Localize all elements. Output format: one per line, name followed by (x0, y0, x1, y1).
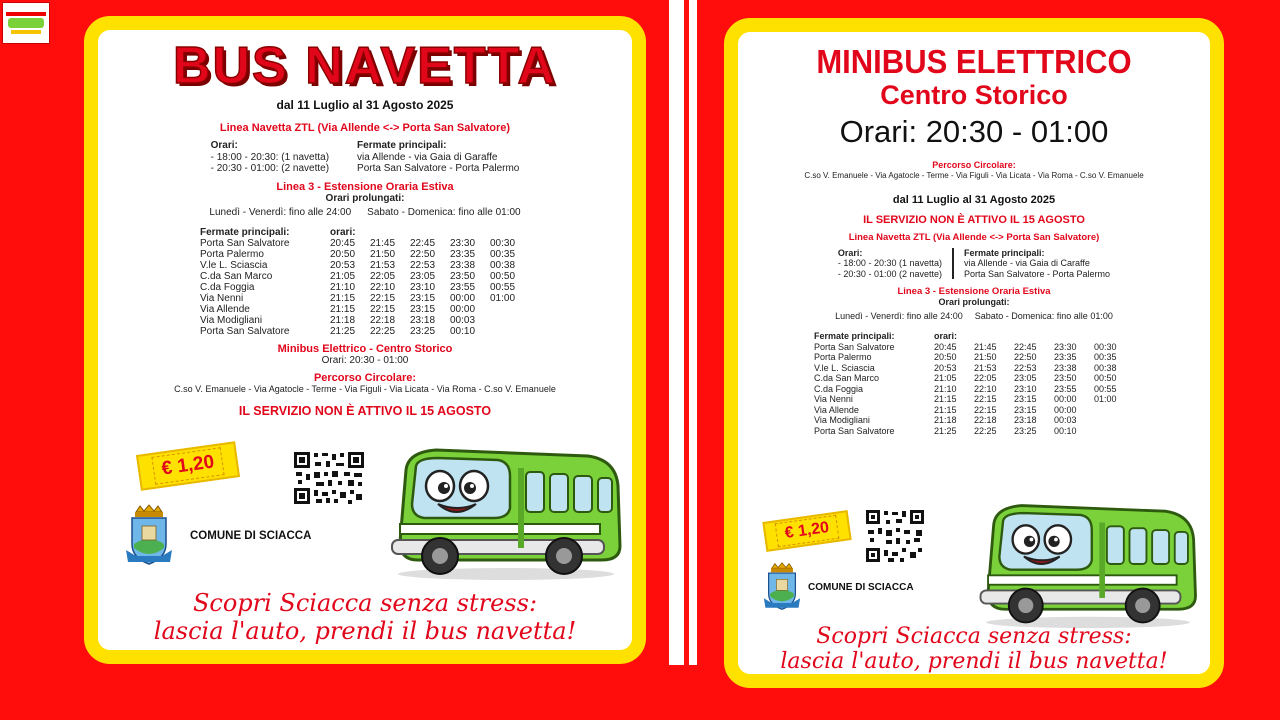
orari-label: Orari: (837, 247, 863, 258)
departure-time: 23:15 (410, 303, 436, 315)
price-label: € 1,20 (774, 515, 839, 547)
departure-time: 22:18 (974, 415, 997, 425)
departure-time (490, 315, 530, 326)
stop-name: Via Allende (200, 303, 250, 315)
qr-code (864, 508, 926, 564)
slogan-line: lascia l'auto, prendi il bus navetta! (780, 649, 1168, 675)
departure-time: 00:10 (1054, 425, 1077, 436)
departure-time: 22:50 (410, 248, 436, 260)
departure-time (490, 326, 530, 337)
departure-time: 22:25 (370, 325, 396, 337)
bus-mascot (976, 498, 1200, 635)
slogan (98, 590, 632, 645)
departure-time: 21:18 (330, 314, 356, 326)
stop-name: Porta San Salvatore (200, 325, 290, 337)
departure-time: 23:50 (450, 270, 476, 282)
departure-time: 22:15 (974, 404, 997, 415)
divider (669, 0, 697, 665)
departure-time: 00:38 (490, 259, 516, 271)
departure-time: 23:18 (1014, 415, 1037, 425)
departure-time (490, 304, 530, 315)
qr-code-icon (292, 450, 366, 506)
table-row (814, 394, 1134, 405)
table-row (200, 326, 530, 337)
stop-name: Via Nenni (200, 292, 244, 304)
header-stop: Fermate principali: (200, 226, 290, 238)
departure-time: 00:30 (490, 237, 516, 249)
stop-name: Via Modigliani (200, 314, 263, 326)
departure-time: 20:50 (934, 352, 957, 362)
navetta-info (738, 248, 1210, 280)
table-row (814, 352, 1134, 363)
schedule-wrap (738, 331, 1210, 436)
table-row (200, 304, 530, 315)
departure-time (1094, 426, 1134, 437)
navetta-info (98, 140, 632, 175)
departure-time: 23:18 (410, 314, 436, 326)
departure-time: 21:45 (974, 341, 997, 352)
departure-time: 00:00 (1054, 394, 1077, 404)
table-header (200, 227, 530, 238)
stop-name: Porta San Salvatore (200, 237, 290, 249)
linea3-title: Linea 3 - Estensione Oraria Estiva (276, 180, 454, 193)
departure-time: 23:38 (450, 259, 476, 271)
departure-time: 21:10 (330, 281, 356, 293)
schedule-table (814, 331, 1134, 436)
orari-line: - 18:00 - 20:30 (1 navetta) (837, 258, 942, 268)
weekday-hours: Lunedì - Venerdì: fino alle 24:00 (209, 207, 352, 218)
date-range: dal 11 Luglio al 31 Agosto 2025 (276, 98, 454, 112)
departure-time: 23:10 (410, 281, 436, 293)
price-ticket (762, 510, 851, 552)
coat-of-arms-icon (762, 562, 802, 614)
header-times: orari: (934, 331, 958, 341)
slogan-line: Scopri Sciacca senza stress: (816, 624, 1132, 649)
schedule-table (200, 227, 530, 337)
percorso-route: C.so V. Emanuele - Via Agatocle - Terme - Via Figuli - Via Licata - Via Roma - C.so V. Emanuele (174, 384, 556, 394)
departure-time: 00:50 (490, 270, 516, 282)
departure-time: 21:45 (370, 237, 396, 249)
departure-time: 21:18 (934, 415, 957, 425)
departure-time: 23:55 (450, 281, 476, 293)
departure-time: 21:15 (934, 404, 957, 415)
departure-time: 21:53 (974, 362, 997, 373)
percorso-title: Percorso Circolare: (932, 160, 1016, 170)
departure-time: 21:50 (974, 352, 997, 362)
departure-time: 21:05 (934, 373, 957, 383)
departure-time: 23:05 (1014, 373, 1037, 383)
departure-time: 22:45 (1014, 341, 1037, 352)
table-row (814, 415, 1134, 426)
departure-time: 00:03 (450, 314, 476, 326)
flyer-subtitle: Centro Storico (880, 80, 1068, 110)
orari-block (838, 248, 954, 280)
stop-name: Porta San Salvatore (814, 425, 895, 436)
departure-time: 21:15 (330, 303, 356, 315)
departure-time: 22:15 (370, 292, 396, 304)
navetta-title: Linea Navetta ZTL (Via Allende <-> Porta San Salvatore) (848, 231, 1100, 243)
coat-of-arms (762, 562, 802, 614)
fermate-label: Fermate principali: (963, 247, 1045, 258)
bus-mascot-icon (388, 442, 624, 582)
prolungati-days (98, 207, 632, 219)
departure-time: 20:50 (330, 248, 356, 260)
schedule-wrap (98, 227, 632, 337)
departure-time: 22:18 (370, 314, 396, 326)
qr-code (292, 450, 366, 506)
navetta-title: Linea Navetta ZTL (Via Allende <-> Porta San Salvatore) (219, 122, 511, 134)
fermate-block (964, 248, 1110, 280)
departure-time: 20:53 (934, 362, 957, 373)
prolungati-days (738, 311, 1210, 323)
departure-time: 21:10 (934, 383, 957, 394)
departure-time: 23:35 (1054, 352, 1077, 362)
weekend-hours: Sabato - Domenica: fino alle 01:00 (367, 207, 521, 218)
price-ticket (136, 441, 240, 491)
stop-name: Via Nenni (814, 394, 853, 404)
departure-time: 23:38 (1054, 362, 1077, 373)
departure-time: 20:45 (934, 341, 957, 352)
fermate-line: Porta San Salvatore - Porta Palermo (357, 163, 520, 174)
departure-time: 00:00 (450, 292, 476, 304)
corner-logo (2, 2, 50, 44)
stop-name: Via Allende (814, 404, 859, 415)
table-row (814, 405, 1134, 416)
date-range: dal 11 Luglio al 31 Agosto 2025 (892, 193, 1056, 206)
fermate-line: via Allende - via Gaia di Caraffe (963, 258, 1090, 268)
departure-time: 23:10 (1014, 383, 1037, 394)
stop-name: C.da San Marco (200, 270, 273, 282)
departure-time: 23:55 (1054, 383, 1077, 394)
departure-time: 00:35 (1094, 352, 1117, 362)
departure-time: 20:53 (330, 259, 356, 271)
departure-time: 22:25 (974, 425, 997, 436)
flyer-bus-navetta (84, 16, 646, 664)
table-row (200, 238, 530, 249)
departure-time: 00:30 (1094, 341, 1117, 352)
orari-line: - 20:30 - 01:00: (2 navette) (210, 163, 330, 174)
linea3-title: Linea 3 - Estensione Oraria Estiva (897, 286, 1051, 297)
departure-time (1094, 415, 1134, 426)
percorso-title: Percorso Circolare: (313, 372, 417, 384)
slogan-line: Scopri Sciacca senza stress: (192, 589, 538, 617)
departure-time: 22:50 (1014, 352, 1037, 362)
weekday-hours: Lunedì - Venerdì: fino alle 24:00 (835, 310, 963, 321)
stop-name: Porta San Salvatore (814, 341, 895, 352)
orari-label: Orari: (210, 140, 238, 151)
departure-time: 23:35 (450, 248, 476, 260)
stop-name: Via Modigliani (814, 415, 870, 425)
orari-block (211, 140, 329, 175)
departure-time: 23:50 (1054, 373, 1077, 383)
orari-line: - 18:00 - 20:30: (1 navetta) (210, 151, 330, 163)
fermate-line: Porta San Salvatore - Porta Palermo (963, 268, 1111, 279)
departure-time: 23:15 (1014, 404, 1037, 415)
stop-name: C.da San Marco (814, 373, 880, 383)
departure-time: 22:15 (370, 303, 396, 315)
table-row (814, 373, 1134, 384)
coat-of-arms-icon (124, 504, 174, 570)
departure-time: 23:15 (410, 292, 436, 304)
stop-name: C.da Foggia (814, 383, 864, 394)
stop-name: V.le L. Sciascia (814, 362, 875, 373)
departure-time: 00:55 (490, 281, 516, 293)
flyer-minibus-elettrico (724, 18, 1224, 688)
header-times: orari: (330, 226, 356, 238)
departure-time: 22:53 (1014, 362, 1037, 373)
coat-of-arms (124, 504, 174, 570)
departure-time: 22:10 (974, 383, 997, 394)
slogan-line: lascia l'auto, prendi il bus navetta! (153, 616, 577, 645)
departure-time: 00:03 (1054, 415, 1077, 425)
departure-time: 23:15 (1014, 394, 1037, 404)
departure-time: 20:45 (330, 237, 356, 249)
departure-time: 21:15 (934, 394, 957, 404)
departure-time: 21:15 (330, 292, 356, 304)
table-row (814, 363, 1134, 374)
fermate-line: via Allende - via Gaia di Garaffe (357, 151, 498, 163)
departure-time: 22:05 (974, 373, 997, 383)
departure-time: 00:55 (1094, 383, 1117, 394)
flyer-title: BUS NAVETTA (172, 37, 558, 95)
divider-stripe (684, 0, 689, 665)
slogan (738, 624, 1210, 675)
departure-time: 00:50 (1094, 373, 1117, 383)
orari-line: - 20:30 - 01:00 (2 navette) (837, 268, 942, 279)
departure-time: 22:10 (370, 281, 396, 293)
departure-time: 23:30 (450, 237, 476, 249)
departure-time: 22:05 (370, 270, 396, 282)
departure-time: 22:15 (974, 394, 997, 404)
fermate-block (357, 140, 519, 175)
stop-name: Porta Palermo (200, 248, 264, 260)
departure-time: 21:53 (370, 259, 396, 271)
departure-time: 23:25 (1014, 425, 1037, 436)
departure-time: 00:00 (1054, 404, 1077, 415)
departure-time: 22:45 (410, 237, 436, 249)
departure-time: 00:38 (1094, 362, 1117, 373)
table-row (200, 282, 530, 293)
departure-time: 21:25 (330, 325, 356, 337)
weekend-hours: Sabato - Domenica: fino alle 01:00 (974, 310, 1113, 321)
departure-time: 00:10 (450, 325, 476, 337)
orari-headline: Orari: 20:30 - 01:00 (839, 114, 1109, 149)
table-row (814, 426, 1134, 437)
comune-label: COMUNE DI SCIACCA (808, 582, 914, 593)
bus-mascot (388, 442, 624, 587)
table-row (200, 315, 530, 326)
departure-time: 23:25 (410, 325, 436, 337)
departure-time (1094, 405, 1134, 416)
minibus-orari: Orari: 20:30 - 01:00 (321, 354, 409, 366)
bus-mascot-icon (976, 498, 1200, 630)
departure-time: 21:50 (370, 248, 396, 260)
departure-time: 00:35 (490, 248, 516, 260)
percorso-route: C.so V. Emanuele - Via Agatocle - Terme - Via Figuli - Via Licata - Via Roma - C.so V. Emanuele (804, 171, 1144, 180)
table-row (200, 271, 530, 282)
header-stop: Fermate principali: (814, 331, 895, 341)
fermate-label: Fermate principali: (357, 140, 447, 151)
stop-name: C.da Foggia (200, 281, 255, 293)
stop-name: V.le L. Sciascia (200, 259, 268, 271)
departure-time: 21:25 (934, 425, 957, 436)
departure-time: 01:00 (490, 292, 516, 304)
departure-time: 23:30 (1054, 341, 1077, 352)
table-header (814, 331, 1134, 342)
departure-time: 21:05 (330, 270, 356, 282)
stop-name: Porta Palermo (814, 352, 872, 362)
orari-prolungati: Orari prolungati: (325, 192, 405, 204)
qr-code-icon (864, 508, 926, 564)
service-notice: IL SERVIZIO NON È ATTIVO IL 15 AGOSTO (863, 213, 1085, 226)
comune-label: COMUNE DI SCIACCA (190, 530, 312, 542)
departure-time: 22:53 (410, 259, 436, 271)
table-row (814, 384, 1134, 395)
orari-prolungati: Orari prolungati: (938, 297, 1010, 307)
price-label: € 1,20 (151, 447, 225, 485)
departure-time: 00:00 (450, 303, 476, 315)
table-row (200, 293, 530, 304)
flyer-title: MINIBUS ELETTRICO (816, 43, 1132, 80)
table-row (200, 249, 530, 260)
table-row (200, 260, 530, 271)
departure-time: 23:05 (410, 270, 436, 282)
service-notice: IL SERVIZIO NON È ATTIVO IL 15 AGOSTO (238, 403, 492, 418)
minibus-title: Minibus Elettrico - Centro Storico (277, 342, 453, 355)
departure-time: 01:00 (1094, 394, 1117, 404)
table-row (814, 342, 1134, 353)
